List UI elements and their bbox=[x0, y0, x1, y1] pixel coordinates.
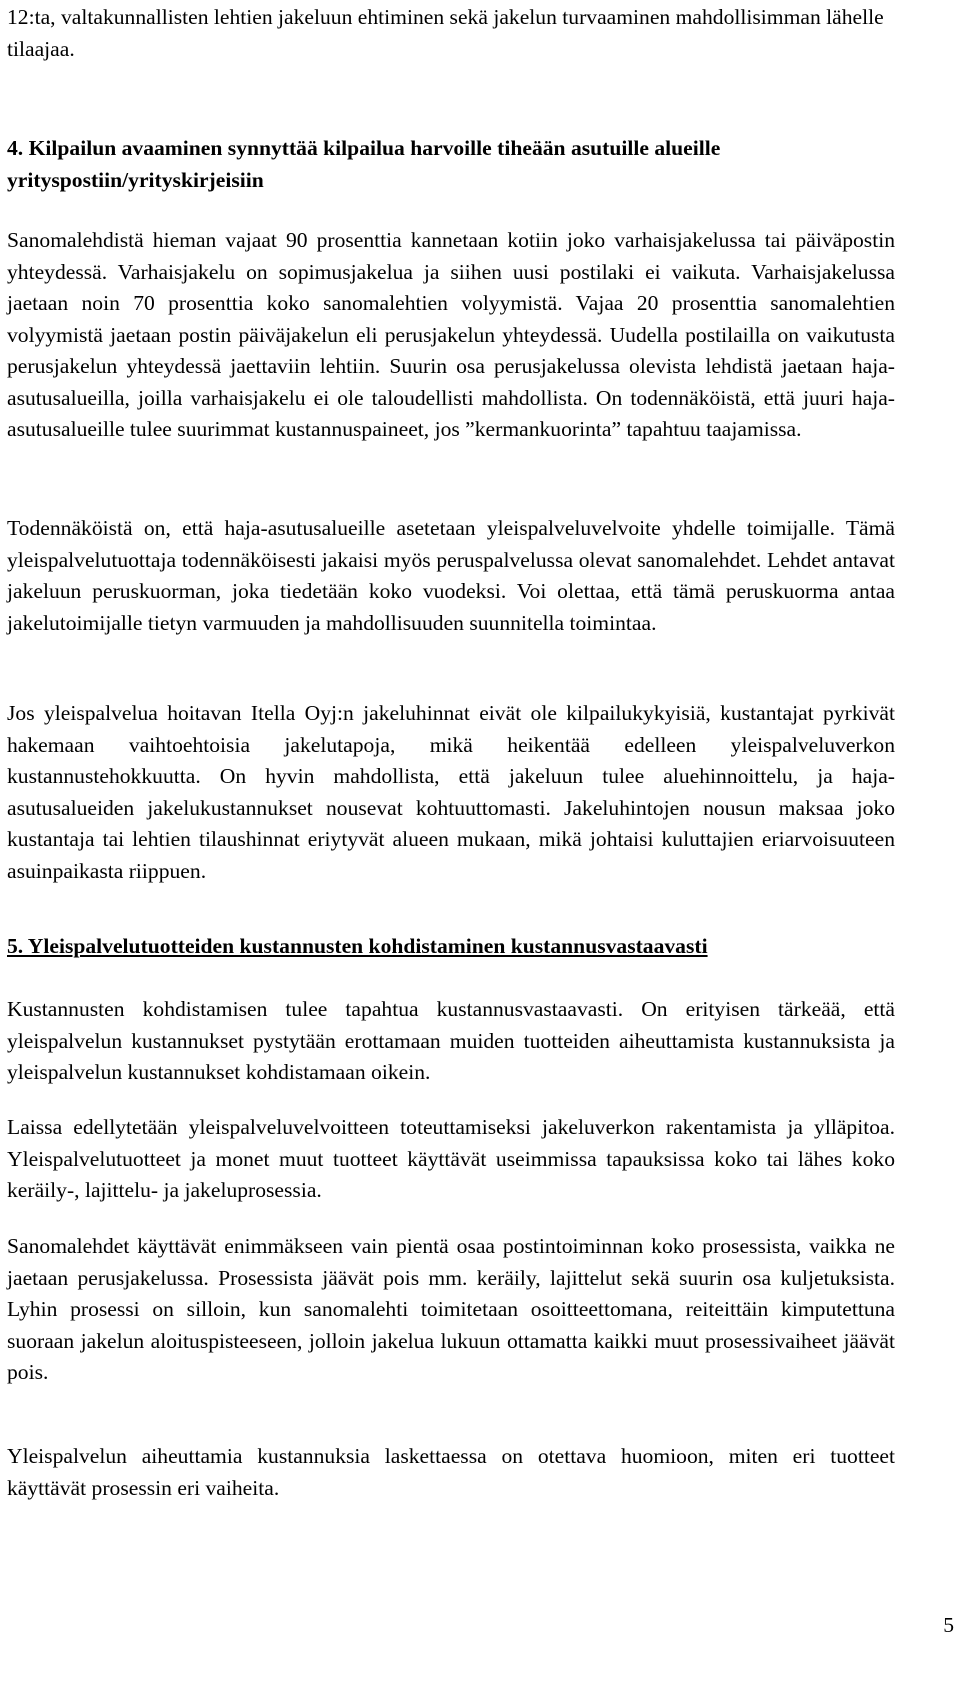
intro-fragment-paragraph bbox=[7, 2, 895, 65]
section-5-paragraph-1: Kustannusten kohdistamisen tulee tapahtua kustannusvastaavasti. On erityisen tärkeää, että yleispalvelun kustannukset pystytään erottamaan muiden tuotteiden aiheuttamista kustannuksista ja yleispalvelun kustannukset kohdistamaan oikein. bbox=[7, 997, 895, 1084]
section-4-heading: 4. Kilpailun avaaminen synnyttää kilpailua harvoille tiheään asutuille alueille yrityspostiin/yrityskirjeisiin bbox=[7, 136, 721, 192]
section-5-paragraph-3: Sanomalehdet käyttävät enimmäkseen vain pientä osaa postintoiminnan koko prosessista, vaikka ne jaetaan perusjakelussa. Prosessista jäävät pois mm. keräily, lajittelut sekä suurin osa kuljetuksista. Lyhin prosessi on silloin, kun sanomalehti toimitetaan osoitteettomana, reiteittäin kimputettuna suoraan jakelun aloituspisteeseen, jolloin jakelua lukuun ottamatta kaikki muut prosessivaiheet jäävät pois. bbox=[7, 1234, 895, 1384]
intro-fragment-text: 12:ta, valtakunnallisten lehtien jakeluun ehtiminen sekä jakelun turvaaminen mahdollisimman lähelle tilaajaa. bbox=[7, 5, 884, 61]
section-4-paragraph-2: Todennäköistä on, että haja-asutusalueille asetetaan yleispalveluvelvoite yhdelle toimijalle. Tämä yleispalvelutuottaja todennäköisesti jakaisi myös peruspalvelussa olevat sanomalehdet. Lehdet antavat jakeluun peruskuorman, joka tiedetään koko vuodeksi. Voi olettaa, että tämä peruskuorma antaa jakelutoimijalle tietyn varmuuden ja mahdollisuuden suunnitella toimintaa. bbox=[7, 516, 895, 635]
section-5-heading: 5. Yleispalvelutuotteiden kustannusten kohdistaminen kustannusvastaavasti bbox=[7, 934, 708, 958]
page-number: 5 bbox=[943, 1613, 954, 1637]
section-4-paragraph-3: Jos yleispalvelua hoitavan Itella Oyj:n jakeluhinnat eivät ole kilpailukykyisiä, kustantajat pyrkivät hakemaan vaihtoehtoisia jakelutapoja, mikä heikentää edelleen yleispalveluverkon kustannustehokkuutta. On hyvin mahdollista, että jakeluun tulee aluehinnoittelu, ja haja-asutusalueiden jakelukustannukset nousevat kohtuuttomasti. Jakeluhintojen nousun maksaa joko kustantaja tai lehtien tilaushinnat eriytyvät alueen mukaan, mikä johtaisi kuluttajien eriarvoisuuteen asuinpaikasta riippuen. bbox=[7, 701, 895, 883]
section-4-paragraph-1: Sanomalehdistä hieman vajaat 90 prosenttia kannetaan kotiin joko varhaisjakelussa tai päiväpostin yhteydessä. Varhaisjakelu on sopimusjakelua ja siihen uusi postilaki ei vaikuta. Varhaisjakelussa jaetaan noin 70 prosenttia koko sanomalehtien volyymistä. Vajaa 20 prosenttia sanomalehtien volyymistä jaetaan postin päiväjakelun eli perusjakelun yhteydessä. Uudella postilailla on vaikutusta perusjakelun yhteydessä jaettaviin lehtiin. Suurin osa perusjakelussa olevista lehdistä jaetaan haja-asutusalueilla, joilla varhaisjakelu ei ole taloudellisti mahdollista. On todennäköistä, että juuri haja-asutusalueille tulee suurimmat kustannuspaineet, jos ”kermankuorinta” tapahtuu taajamissa. bbox=[7, 228, 895, 441]
section-5-paragraph-4: Yleispalvelun aiheuttamia kustannuksia laskettaessa on otettava huomioon, miten eri tuotteet käyttävät prosessin eri vaiheita. bbox=[7, 1444, 895, 1500]
section-5-paragraph-2: Laissa edellytetään yleispalveluvelvoitteen toteuttamiseksi jakeluverkon rakentamista ja ylläpitoa. Yleispalvelutuotteet ja monet muut tuotteet käyttävät useimmissa tapauksissa koko tai lähes koko keräily-, lajittelu- ja jakeluprosessia. bbox=[7, 1115, 895, 1202]
